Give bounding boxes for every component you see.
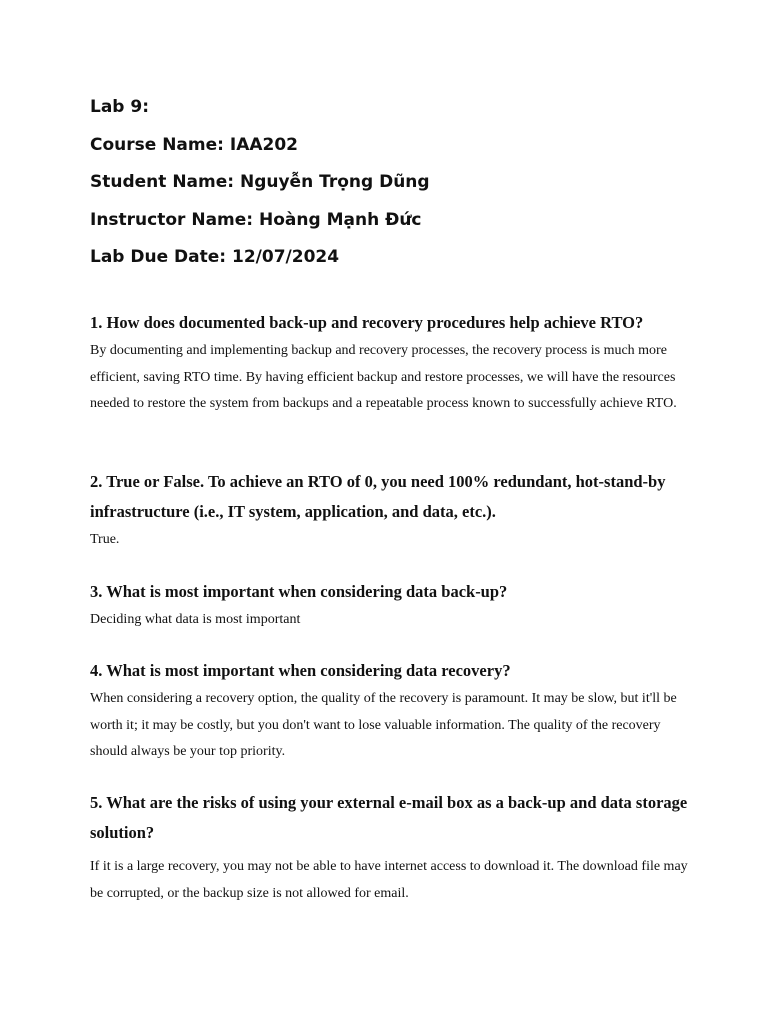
question-block-1 <box>90 308 690 418</box>
answer-2: True. <box>90 532 120 547</box>
question-2: 2. True or False. To achieve an RTO of 0, you need 100% redundant, hot-stand-by infrastructure (i.e., IT system, application, and data, etc.). <box>90 472 666 521</box>
question-1: 1. How does documented back-up and recovery procedures help achieve RTO? <box>90 313 644 332</box>
lab-title: Lab 9: <box>90 97 150 117</box>
question-block-2 <box>90 467 690 554</box>
question-block-5 <box>90 788 690 907</box>
student-name: Student Name: Nguyễn Trọng Dũng <box>90 172 430 192</box>
document-header <box>90 92 430 280</box>
question-block-4 <box>90 656 690 766</box>
question-5: 5. What are the risks of using your external e-mail box as a back-up and data storage solution? <box>90 793 688 842</box>
answer-5: If it is a large recovery, you may not be able to have internet access to download it. The download file may be corrupted, or the backup size is not allowed for email. <box>90 859 688 901</box>
instructor-name: Instructor Name: Hoàng Mạnh Đức <box>90 209 422 230</box>
lab-due-date: Lab Due Date: 12/07/2024 <box>90 247 340 267</box>
answer-4: When considering a recovery option, the quality of the recovery is paramount. It may be slow, but it'll be worth it; it may be costly, but you don't want to lose valuable information. The quality of the recovery should always be your top priority. <box>90 691 677 759</box>
course-name: Course Name: IAA202 <box>90 134 298 155</box>
question-4: 4. What is most important when considering data recovery? <box>90 661 511 680</box>
question-block-3 <box>90 577 690 634</box>
answer-1: By documenting and implementing backup and recovery processes, the recovery process is much more efficient, saving RTO time. By having efficient backup and restore processes, we will have the resources needed to restore the system from backups and a repeatable process known to successfully achieve RTO. <box>90 343 677 411</box>
question-3: 3. What is most important when considering data back-up? <box>90 582 508 601</box>
answer-3: Deciding what data is most important <box>90 612 301 627</box>
